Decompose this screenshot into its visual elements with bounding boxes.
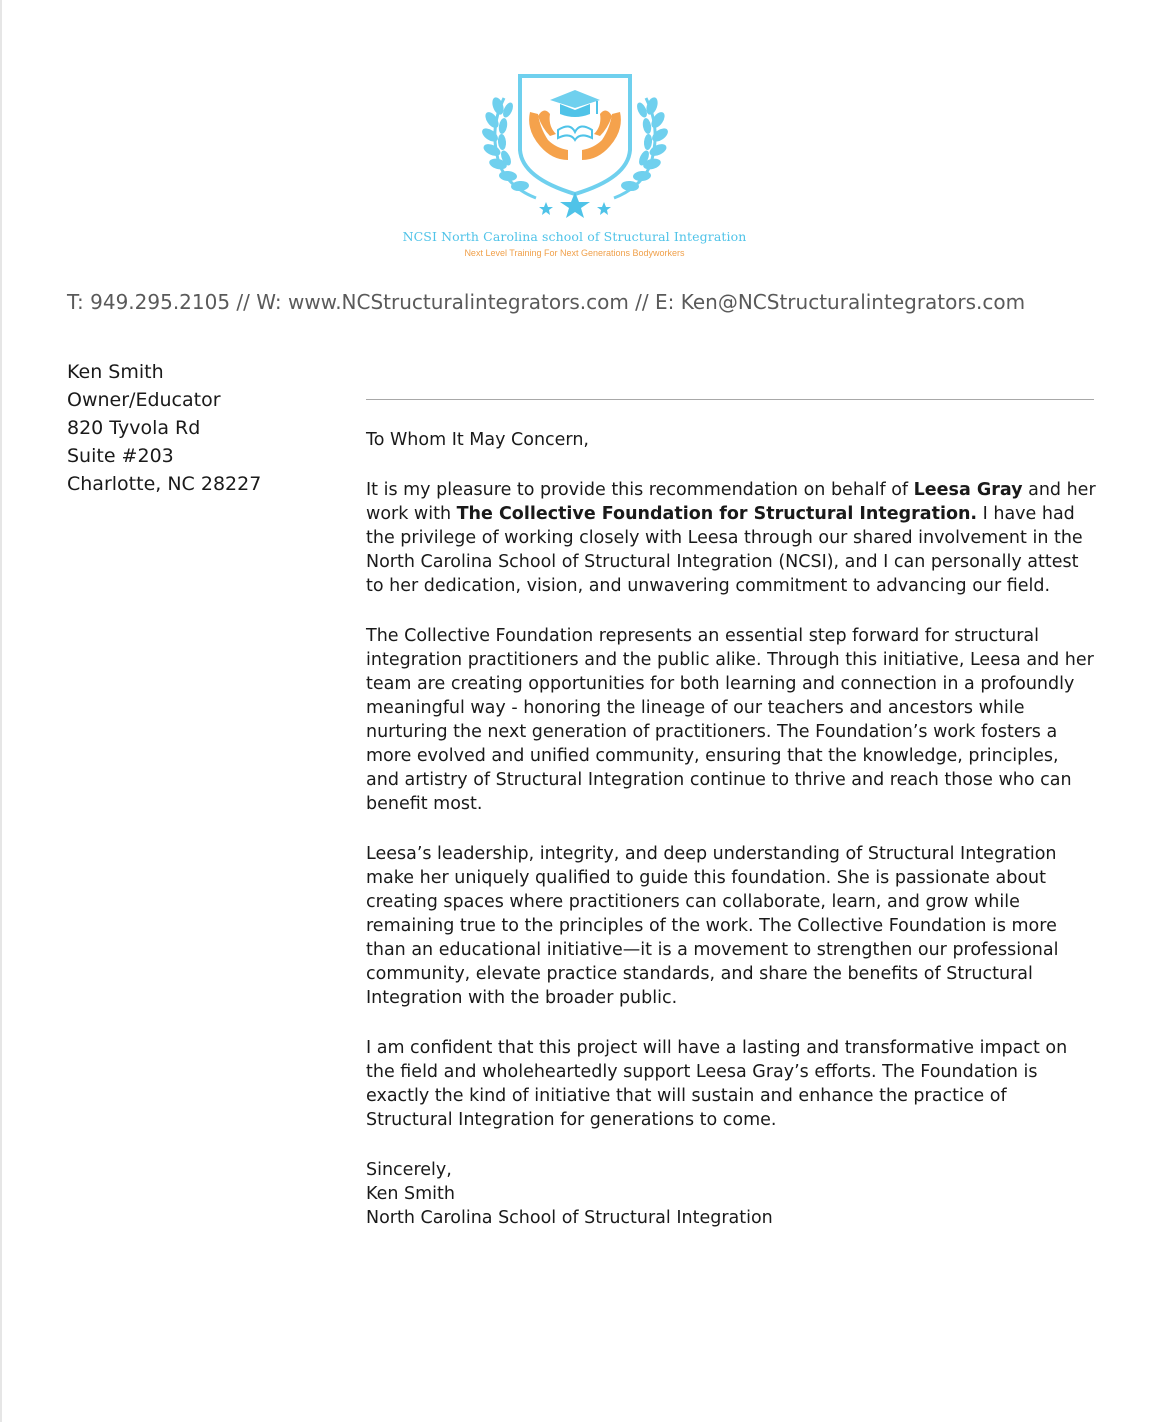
sender-address-block	[67, 358, 261, 498]
school-name: NCSI North Carolina school of Structural Integration	[402, 229, 747, 244]
divider	[366, 399, 1094, 400]
salutation: To Whom It May Concern,	[366, 430, 589, 450]
letter-body	[366, 428, 1096, 1230]
valediction: Sincerely,	[366, 1160, 452, 1180]
p1-bold-name: Leesa Gray	[913, 480, 1023, 500]
p1-text-3: I have had the privilege of working closely with Leesa through our shared involvement in the North Carolina School of Structural Integration (NCSI), and I can personally attest to her dedication, vision, and unwavering commitment to advancing our field.	[366, 504, 1083, 596]
sender-title: Owner/Educator	[67, 389, 221, 411]
paragraph-1	[366, 478, 1096, 598]
tagline: Next Level Training For Next Generations Bodyworkers	[464, 248, 685, 258]
sender-address-line-1: 820 Tyvola Rd	[67, 417, 201, 439]
signature-organization: North Carolina School of Structural Integration	[366, 1208, 773, 1228]
signature-name: Ken Smith	[366, 1184, 455, 1204]
page-edge	[0, 0, 2, 1422]
p1-text-1: It is my pleasure to provide this recommendation on behalf of	[366, 480, 914, 500]
sender-city-state-zip: Charlotte, NC 28227	[67, 473, 262, 495]
stars-icon	[539, 192, 611, 218]
paragraph-3: Leesa’s leadership, integrity, and deep understanding of Structural Integration make her uniquely qualified to guide this foundation. She is passionate about creating spaces where practitioners can collaborate, learn, and grow while remaining true to the principles of the work. The Collective Foundation is more than an educational initiative—it is a movement to strengthen our professional community, elevate practice standards, and share the benefits of Structural Integration with the broader public.	[366, 844, 1059, 1008]
p1-bold-foundation: The Collective Foundation for Structural Integration.	[456, 504, 978, 524]
paragraph-4: I am confident that this project will have a lasting and transformative impact on the field and wholeheartedly support Leesa Gray’s efforts. The Foundation is exactly the kind of initiative that will sustain and enhance the practice of Structural Integration for generations to come.	[366, 1038, 1068, 1130]
sender-name: Ken Smith	[67, 361, 164, 383]
paragraph-2: The Collective Foundation represents an essential step forward for structural integration practitioners and the public alike. Through this initiative, Leesa and her team are creating opportunities for both learning and connection in a profoundly meaningful way - honoring the lineage of our teachers and ancestors while nurturing the next generation of practitioners. The Foundation’s work fosters a more evolved and unified community, ensuring that the knowledge, principles, and artistry of Structural Integration continue to thrive and reach those who can benefit most.	[366, 626, 1094, 814]
sender-address-line-2: Suite #203	[67, 445, 174, 467]
ncsi-crest-logo-icon	[470, 70, 680, 220]
closing	[366, 1158, 1096, 1230]
contact-line: T: 949.295.2105 // W: www.NCStructuralintegrators.com // E: Ken@NCStructuralintegrators.com	[67, 290, 1026, 314]
p1-text-2: and her work with	[366, 480, 1096, 524]
